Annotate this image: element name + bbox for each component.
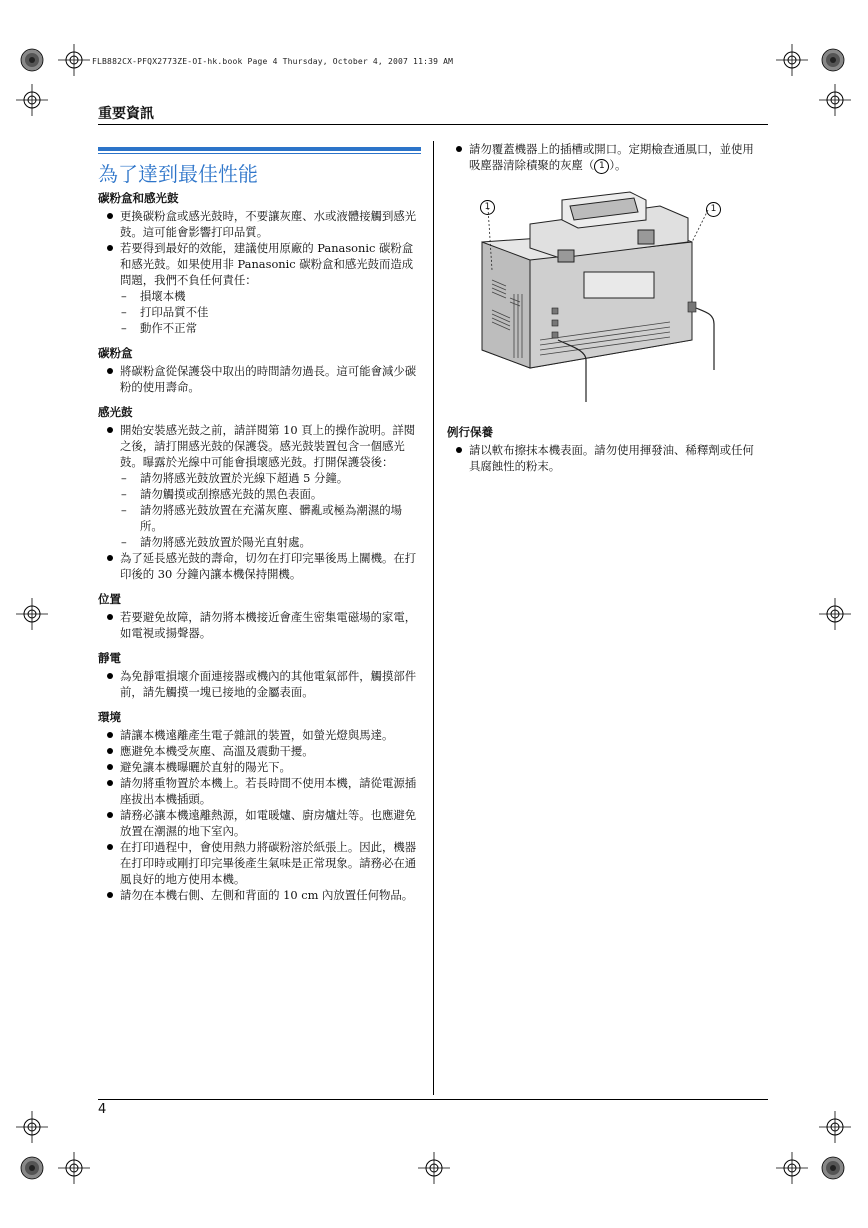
crosshair-icon	[418, 1152, 450, 1184]
vent-note-text-end: ）。	[609, 158, 627, 172]
header-title: 重要資訊	[98, 106, 154, 122]
section	[98, 190, 423, 336]
crosshair-icon	[58, 1152, 90, 1184]
list-item: 請讓本機遠離產生電子雜訊的裝置，如螢光燈與馬達。	[98, 727, 423, 743]
sub-list-item	[98, 534, 423, 550]
rosette-mark-top-right	[822, 49, 844, 71]
section-heading: 碳粉盒和感光鼓	[98, 191, 179, 205]
sub-list-item-text: 動作不正常	[140, 321, 197, 335]
section	[98, 650, 423, 700]
list-item: 更換碳粉盒或感光鼓時，不要讓灰塵、水或液體接觸到感光鼓。這可能會影響打印品質。	[98, 208, 423, 240]
page-title: 為了達到最佳性能	[98, 162, 258, 186]
dash-marker: –	[121, 305, 127, 319]
sub-list-item-text: 損壞本機	[140, 289, 186, 303]
sub-list-item-text: 打印品質不佳	[140, 305, 209, 319]
vent-note-text: 請勿覆蓋機器上的插槽或開口。定期檢查通風口，並使用吸塵器清除積聚的灰塵（	[469, 142, 754, 172]
title-accent-line	[98, 153, 421, 154]
sub-list-item-text: 請勿將感光鼓放置於光線下超過 5 分鐘。	[140, 471, 349, 485]
title-accent-bar	[98, 147, 421, 151]
section	[98, 345, 423, 395]
dash-marker: –	[121, 471, 127, 485]
dash-marker: –	[121, 487, 127, 501]
section-heading: 位置	[98, 592, 121, 606]
figure-callout-left	[480, 195, 495, 215]
left-column	[98, 190, 423, 912]
list-item: 若要避免故障，請勿將本機接近會產生密集電磁場的家電，如電視或揚聲器。	[98, 609, 423, 641]
list-item: 開始安裝感光鼓之前，請詳閱第 10 頁上的操作說明。詳閱之後，請打開感光鼓的保護袋。感光鼓裝置包含一個感光鼓。曝露於光線中可能會損壞感光鼓。打開保護袋後：	[98, 422, 423, 470]
sub-list-item	[98, 486, 423, 502]
callout-marker: 1	[480, 200, 495, 215]
sub-list-item	[98, 470, 423, 486]
list-item: 若要得到最好的效能，建議使用原廠的 Panasonic 碳粉盒和感光鼓。如果使用非 Panasonic 碳粉盒和感光鼓而造成問題，我們不負任何責任：	[98, 240, 423, 288]
section-heading: 碳粉盒	[98, 346, 133, 360]
crosshair-icon	[819, 598, 851, 630]
callout-marker: 1	[706, 202, 721, 217]
right-column	[447, 141, 765, 174]
sub-list-item-text: 請勿觸摸或刮擦感光鼓的黑色表面。	[140, 487, 323, 501]
crosshair-icon	[16, 84, 48, 116]
section	[98, 404, 423, 582]
rosette-mark-top-left	[21, 49, 43, 71]
list-item: 為免靜電損壞介面連接器或機內的其他電氣部件，觸摸部件前，請先觸摸一塊已接地的金屬表面。	[98, 668, 423, 700]
section-heading: 例行保養	[447, 425, 493, 439]
sub-list-item-text: 請勿將感光鼓放置在充滿灰塵、髒亂或極為潮濕的場所。	[140, 503, 402, 533]
dash-marker: –	[121, 503, 127, 517]
list-item: 為了延長感光鼓的壽命，切勿在打印完畢後馬上關機。在打印後的 30 分鐘內讓本機保持開機。	[98, 550, 423, 582]
sub-list-item-text: 請勿將感光鼓放置於陽光直射處。	[140, 535, 311, 549]
file-slug: FLB882CX-PFQX2773ZE-OI-hk.book Page 4 Thursday, October 4, 2007 11:39 AM	[92, 57, 454, 66]
crosshair-icon	[819, 84, 851, 116]
list-item: 在打印過程中，會使用熱力將碳粉溶於紙張上。因此，機器在打印時或剛打印完畢後產生氣味是正常現象。請務必在通風良好的地方使用本機。	[98, 839, 423, 887]
callout-marker-inline: 1	[594, 159, 609, 174]
dash-marker: –	[121, 289, 127, 303]
sub-list-item	[98, 320, 423, 336]
crosshair-icon	[776, 1152, 808, 1184]
list-item: 應避免本機受灰塵、高溫及震動干擾。	[98, 743, 423, 759]
crosshair-icon	[819, 1111, 851, 1143]
maintenance-section	[447, 424, 765, 474]
rosette-mark-bottom-right	[822, 1157, 844, 1179]
figure-callout-right	[706, 197, 721, 217]
rosette-mark-bottom-left	[21, 1157, 43, 1179]
list-item: 請以軟布擦抹本機表面。請勿使用揮發油、稀釋劑或任何具腐蝕性的粉末。	[447, 442, 765, 474]
list-item: 避免讓本機曝曬於直射的陽光下。	[98, 759, 423, 775]
crosshair-icon	[16, 1111, 48, 1143]
sub-list-item	[98, 304, 423, 320]
sub-list-item	[98, 502, 423, 534]
column-divider	[433, 141, 434, 1095]
section-heading: 環境	[98, 710, 121, 724]
crosshair-icon	[58, 44, 90, 76]
section-heading: 感光鼓	[98, 405, 133, 419]
section	[98, 709, 423, 903]
dash-marker: –	[121, 535, 127, 549]
list-item: 請勿將重物置於本機上。若長時間不使用本機，請從電源插座拔出本機插頭。	[98, 775, 423, 807]
printer-rear-illustration	[470, 190, 730, 408]
sub-list-item	[98, 288, 423, 304]
footer-rule	[98, 1099, 768, 1100]
header-rule	[98, 124, 768, 125]
crosshair-icon	[776, 44, 808, 76]
section	[98, 591, 423, 641]
list-item: 將碳粉盒從保護袋中取出的時間請勿過長。這可能會減少碳粉的使用壽命。	[98, 363, 423, 395]
section-heading: 靜電	[98, 651, 121, 665]
crosshair-icon	[16, 598, 48, 630]
list-item: 請勿在本機右側、左側和背面的 10 cm 內放置任何物品。	[98, 887, 423, 903]
vent-cleaning-note	[447, 141, 765, 174]
list-item: 請務必讓本機遠離熱源，如電暖爐、廚房爐灶等。也應避免放置在潮濕的地下室內。	[98, 807, 423, 839]
page-number: 4	[98, 1102, 107, 1117]
dash-marker: –	[121, 321, 127, 335]
